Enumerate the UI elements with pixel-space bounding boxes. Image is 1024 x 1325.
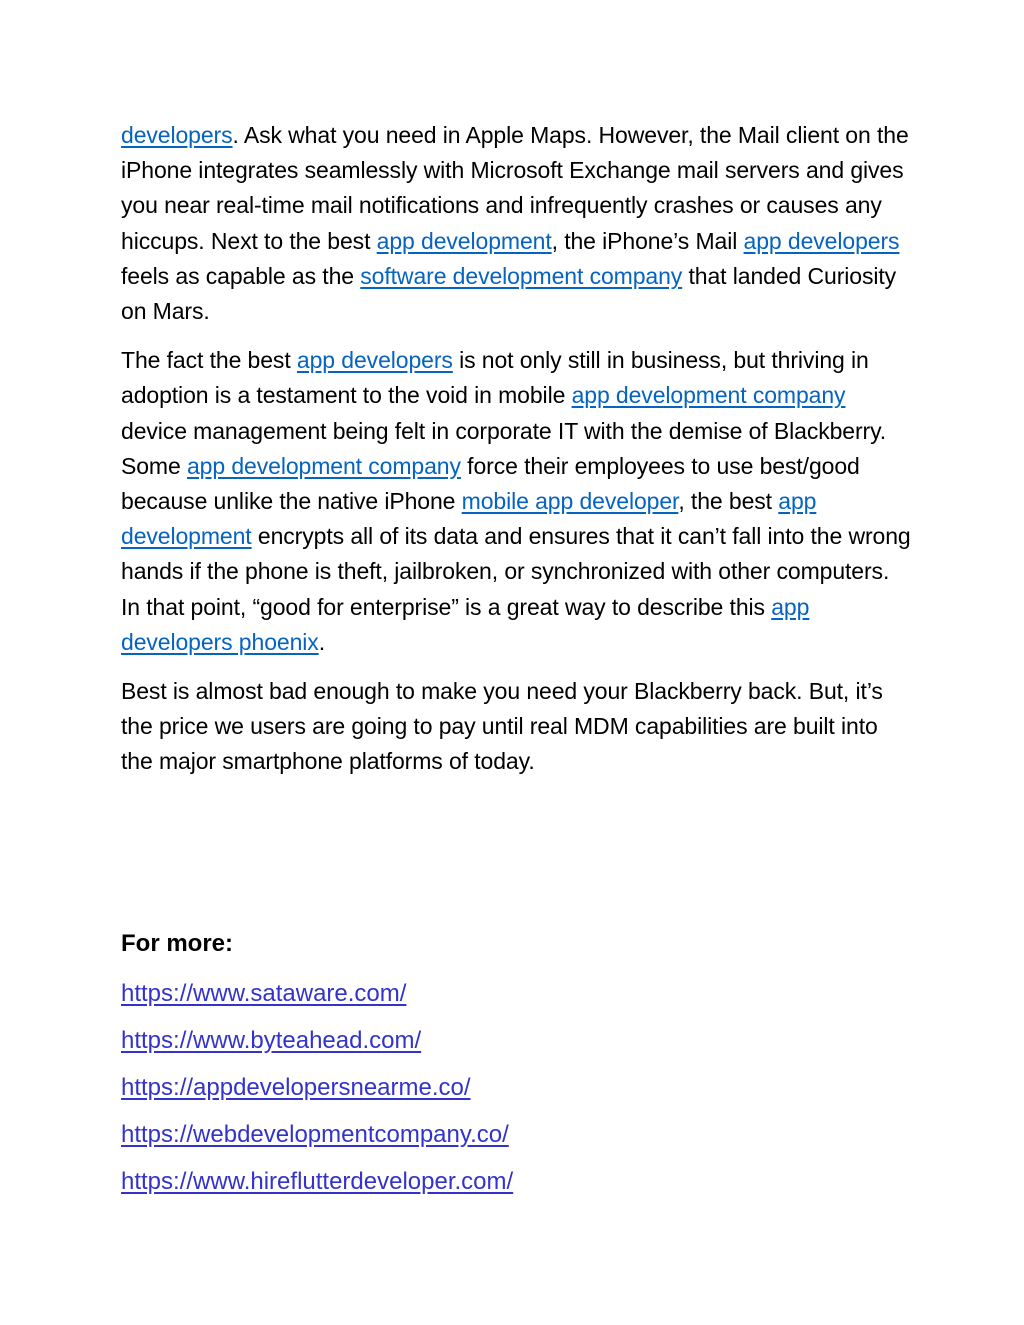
- text-run: .: [318, 628, 325, 655]
- inline-link[interactable]: developers: [121, 122, 233, 148]
- text-run: feels as capable as the: [121, 262, 361, 289]
- text-run: . Ask what you need in Apple Maps. However, the Mail client on the iPhone integrates seamlessly with Microsoft Exchange mail servers and gives you near real-time mail notifications and infrequently crashes or causes any hiccups. Next to the best: [121, 122, 909, 254]
- paragraph-2: [121, 343, 911, 660]
- list-item: [121, 1111, 911, 1158]
- more-section: [121, 926, 911, 1205]
- list-item: [121, 1017, 911, 1064]
- inline-link[interactable]: app development: [376, 227, 552, 254]
- paragraph-3: [121, 674, 911, 780]
- text-run: encrypts all of its data and ensures that it can’t fall into the wrong hands if the phone is theft, jailbroken, or synchronized with other computers. In that point, “good for enterprise” is a great way to describe this: [121, 523, 911, 620]
- list-item: [121, 970, 911, 1017]
- text-run: , the best: [678, 488, 779, 515]
- link-hireflutterdeveloper[interactable]: https://www.hireflutterdeveloper.com/: [121, 1168, 514, 1195]
- inline-link[interactable]: mobile app developer: [461, 488, 679, 515]
- link-appdevelopersnearme[interactable]: https://appdevelopersnearme.co/: [121, 1074, 471, 1101]
- inline-link[interactable]: software development company: [360, 262, 683, 289]
- text-run: The fact the best: [121, 347, 297, 374]
- list-item: [121, 1064, 911, 1111]
- link-byteahead[interactable]: https://www.byteahead.com/: [121, 1027, 422, 1054]
- text-run: device management being felt in corporate IT with the demise of Blackberry. Some: [121, 417, 887, 479]
- more-links-list: [121, 970, 911, 1205]
- text-run: that landed Curiosity on Mars.: [121, 262, 897, 325]
- text-run: , the iPhone’s Mail: [551, 227, 744, 254]
- inline-link[interactable]: app development company: [571, 382, 846, 409]
- document-body: [121, 118, 911, 794]
- inline-link[interactable]: app developers phoenix: [121, 593, 810, 655]
- text-run: Best is almost bad enough to make you need your Blackberry back. But, it’s the price we users are going to pay until real MDM capabilities are built into the major smartphone platforms of today.: [121, 678, 883, 775]
- paragraph-1: [121, 118, 911, 329]
- inline-link[interactable]: app development: [121, 488, 817, 550]
- link-webdevelopmentcompany[interactable]: https://webdevelopmentcompany.co/: [121, 1121, 509, 1148]
- inline-link[interactable]: app developers: [743, 227, 900, 254]
- text-run: is not only still in business, but thriving in adoption is a testament to the void in mobile: [121, 347, 869, 409]
- inline-link[interactable]: app developers: [296, 347, 453, 374]
- list-item: [121, 1158, 911, 1205]
- text-run: force their employees to use best/good because unlike the native iPhone: [121, 452, 860, 515]
- more-heading: For more:: [121, 930, 234, 957]
- link-sataware[interactable]: https://www.sataware.com/: [121, 980, 407, 1007]
- inline-link[interactable]: app development company: [186, 452, 461, 479]
